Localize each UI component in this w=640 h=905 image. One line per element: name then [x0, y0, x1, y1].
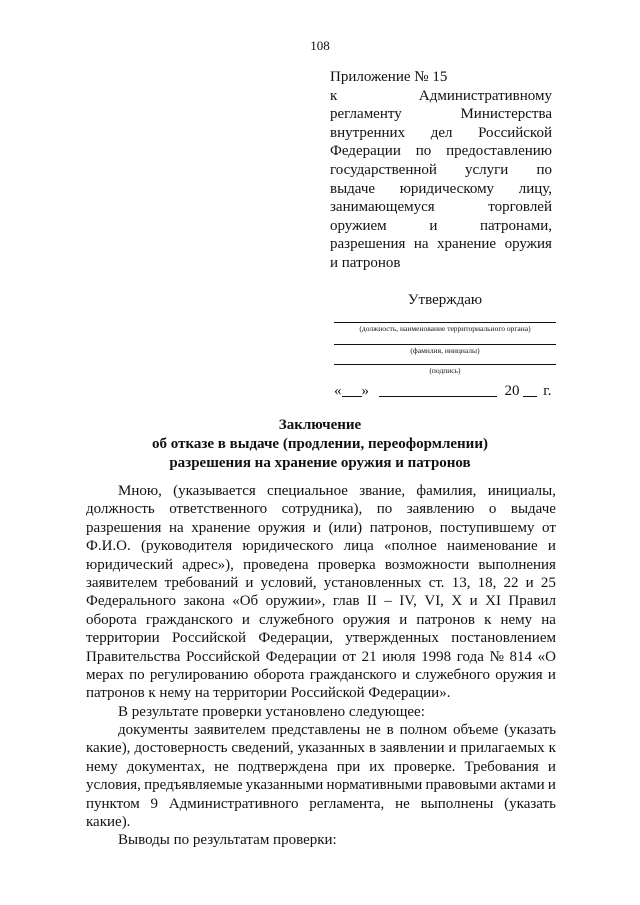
text-line: государственной услуги по — [330, 161, 552, 178]
paragraph-2-text: В результате проверки установлено следующее: — [118, 704, 425, 720]
approve-title: Утверждаю — [407, 292, 483, 308]
text-line: Мною, (указывается специальное звание, фамилия, инициалы, — [118, 483, 556, 499]
text-line: оружием и патронами, — [330, 217, 552, 234]
signature-line — [334, 364, 556, 365]
date-quote-open: « — [334, 383, 342, 399]
text-line: Ф.И.О. (руководителя юридического лица «полное наименование и — [86, 538, 556, 555]
name-caption: (фамилия, инициалы) — [410, 346, 480, 355]
signature-caption: (подпись) — [429, 366, 461, 375]
text-line: должность ответственного сотрудника), по заявлению о выдаче — [86, 501, 556, 518]
heading-line-1: Заключение — [278, 417, 362, 433]
paragraph-2 — [86, 703, 556, 721]
text-line: Правительства Российской Федерации от 21 июля 1998 года № 814 «О — [86, 648, 556, 665]
text-line: заявителем требований и условий, установленных ст. 13, 18, 22 и 25 — [86, 575, 556, 592]
text-line: разрешения на хранение оружия и (или) патронов, поступившему от — [86, 519, 556, 536]
text-line: нему документах, не подтверждена при их проверке. Требования и — [86, 758, 556, 775]
position-line — [334, 322, 556, 323]
text-line: к Административному — [330, 87, 552, 104]
text-line: территории Российской Федерации, утвержденных постановлением — [86, 630, 556, 647]
text-line: условия, предъявляемые указанными нормативными правовыми актами и — [86, 777, 556, 794]
text-line: Приложение № 15 — [330, 69, 448, 85]
text-line: Федерации по предоставлению — [330, 143, 552, 160]
paragraph-4-text: Выводы по результатам проверки: — [118, 832, 337, 848]
text-line: занимающемуся торговлей — [330, 199, 552, 216]
heading-line-3: разрешения на хранение оружия и патронов — [169, 455, 471, 471]
document-heading — [0, 416, 640, 473]
year-suffix: г. — [543, 383, 552, 399]
paragraph-3 — [86, 721, 556, 831]
paragraph-1 — [86, 482, 556, 703]
text-line: мерах по регулированию оборота гражданского и служебного оружия и — [86, 667, 556, 684]
month-blank — [379, 381, 497, 397]
paragraph-4 — [86, 831, 556, 849]
text-line: пунктом 9 Административного регламента, не выполнены (указать — [86, 795, 556, 812]
date-quote-close: » — [361, 383, 369, 399]
heading-line-2: об отказе в выдаче (продлении, переоформлении) — [152, 436, 488, 452]
text-line: юридический адрес»), проведена проверка возможности выполнения — [86, 556, 556, 573]
page-number: 108 — [310, 38, 330, 53]
text-line: регламенту Министерства — [330, 106, 552, 123]
text-line: патронов к нему на территории Российской Федерации». — [86, 685, 451, 702]
text-line: документы заявителем представлены не в полном объеме (указать — [118, 722, 556, 738]
text-line: и патронов — [330, 254, 401, 271]
text-line: Федерального закона «Об оружии», глав II – IV, VI, X и XI Правил — [86, 593, 556, 610]
year-blank — [523, 381, 537, 397]
position-caption: (должность, наименование территориального органа) — [359, 324, 531, 333]
name-line — [334, 344, 556, 345]
text-line: выдаче юридическому лицу, — [330, 180, 552, 197]
text-line: оборота гражданского и служебного оружия и патронов к нему на — [86, 611, 556, 628]
day-blank — [342, 381, 362, 397]
year-prefix: 20 — [504, 383, 520, 399]
text-line: какие). — [86, 814, 131, 831]
text-line: разрешения на хранение оружия — [330, 236, 552, 253]
date-row — [334, 381, 556, 400]
text-line: внутренних дел Российской — [330, 124, 552, 141]
text-line: какие), достоверность сведений, указанных в заявлении и прилагаемых к — [86, 740, 556, 757]
